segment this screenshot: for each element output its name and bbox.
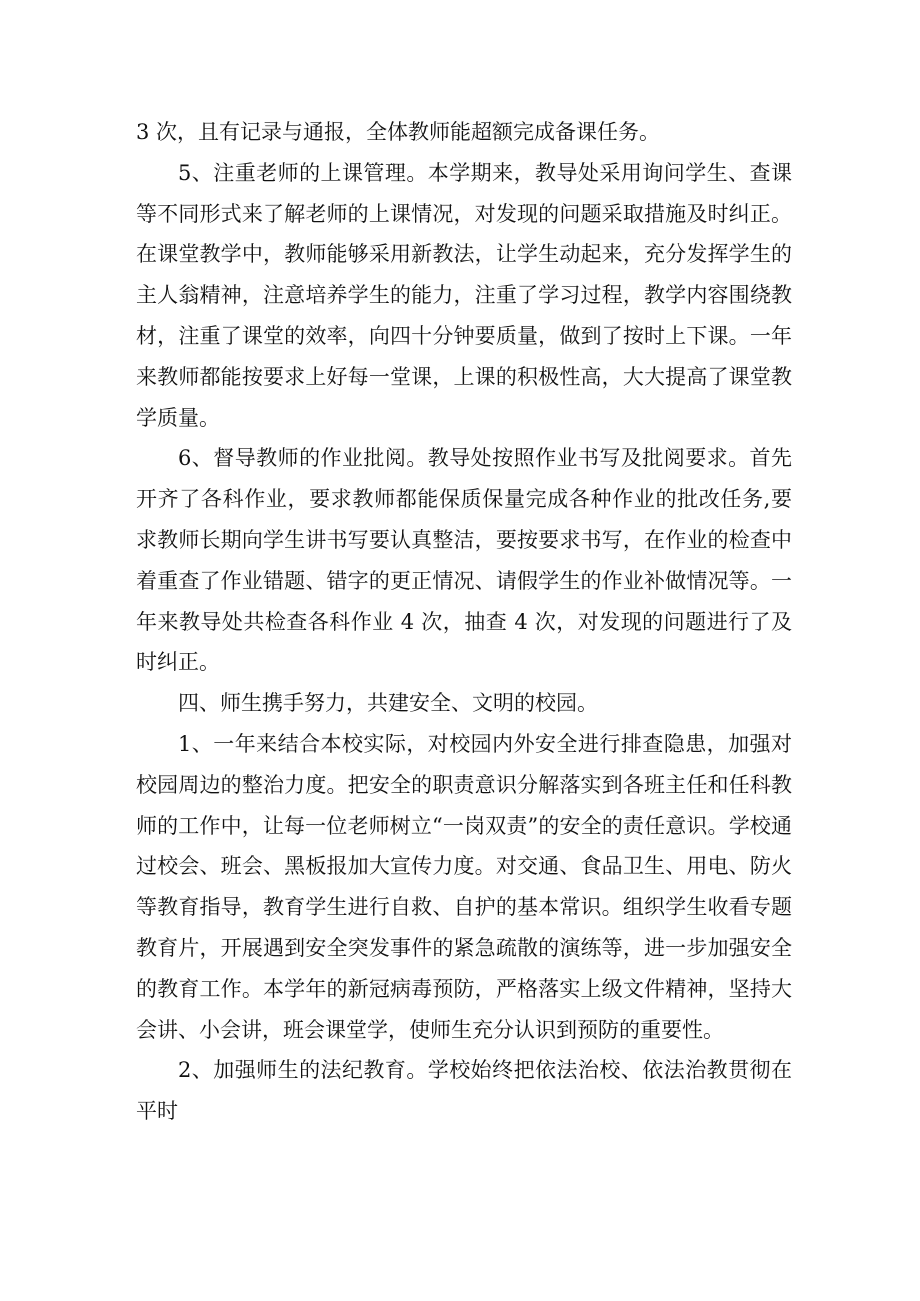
paragraph-safety-work: 1、一年来结合本校实际，对校园内外安全进行排查隐患，加强对校园周边的整治力度。把安全的职责意识分解落实到各班主任和任科教师的工作中，让每一位老师树立“一岗双责”的安全的责任意识。学校通过校会、班会、黑板报加大宣传力度。对交通、食品卫生、用电、防火等教育指导，教育学生进行自救、自护的基本常识。组织学生收看专题教育片，开展遇到安全突发事件的紧急疏散的演练等，进一步加强安全的教育工作。本学年的新冠病毒预防，严格落实上级文件精神，坚持大会讲、小会讲，班会课堂学，使师生充分认识到预防的重要性。: [136, 731, 792, 1042]
paragraph-homework-review: 6、督导教师的作业批阅。教导处按照作业书写及批阅要求。首先开齐了各科作业，要求教师都能保质保量完成各种作业的批改任务,要求教师长期向学生讲书写要认真整洁，要按要求书写，在作业的检查中着重查了作业错题、错字的更正情况、请假学生的作业补做情况等。一年来教导处共检查各科作业 4 次，抽查 4 次，对发现的问题进行了及时纠正。: [136, 446, 792, 675]
paragraph-class-management: 5、注重老师的上课管理。本学期来，教导处采用询问学生、查课等不同形式来了解老师的上课情况，对发现的问题采取措施及时纠正。在课堂教学中，教师能够采用新教法，让学生动起来，充分发挥学生的主人翁精神，注意培养学生的能力，注重了学习过程，教学内容围绕教材，注重了课堂的效率，向四十分钟要质量，做到了按时上下课。一年来教师都能按要求上好每一堂课，上课的积极性高，大大提高了课堂教学质量。: [136, 160, 792, 430]
document-page: [136, 112, 792, 1132]
section-heading-safety: 四、师生携手努力，共建安全、文明的校园。: [178, 691, 598, 716]
paragraph-legal-education: 2、加强师生的法纪教育。学校始终把依法治校、依法治教贯彻在平时: [136, 1058, 792, 1124]
paragraph-continuation: 3 次，且有记录与通报，全体教师能超额完成备课任务。: [136, 120, 661, 144]
